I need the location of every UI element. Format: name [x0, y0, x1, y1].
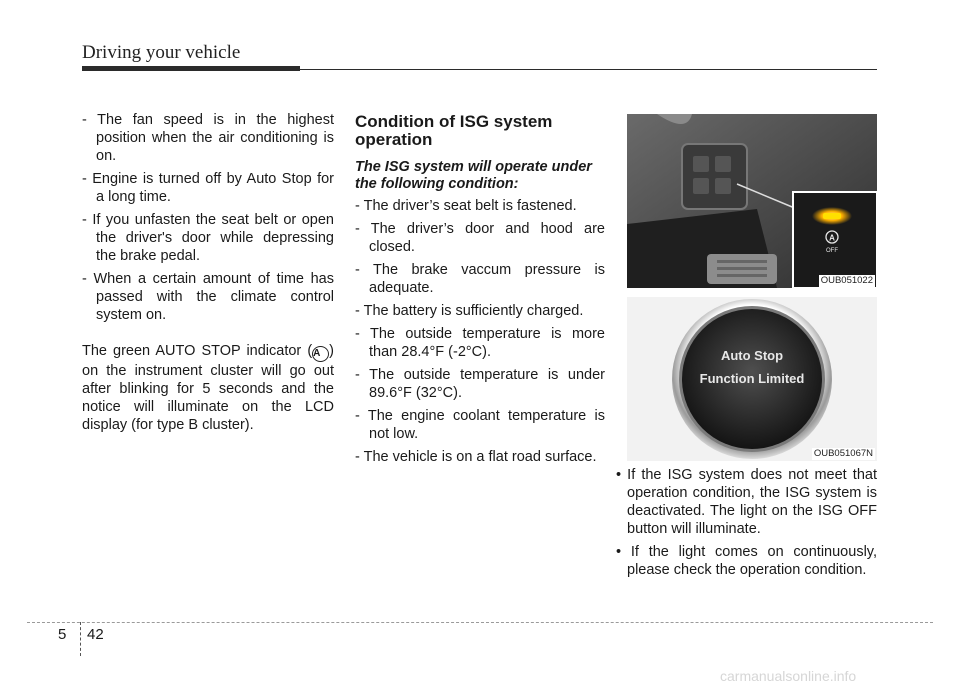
- auto-stop-a-icon: A: [312, 346, 329, 362]
- section-subhead: The ISG system will operate under the following condition:: [355, 159, 592, 192]
- list-item: - When a certain amount of time has passed with the climate control system on.: [82, 271, 334, 323]
- list-item: - The engine coolant temperature is not low.: [355, 408, 605, 442]
- isg-button-illustration: [627, 114, 877, 288]
- auto-stop-display-illustration: [627, 297, 877, 461]
- right-column: [610, 466, 877, 584]
- list-item: - Engine is turned off by Auto Stop for a long time.: [82, 171, 334, 205]
- list-item: - The outside temperature is under 89.6°F (32°C).: [355, 367, 605, 401]
- list-item: - If you unfasten the seat belt or open the driver's door while depressing the brake pedal.: [82, 212, 334, 264]
- header-rule-thin: [300, 69, 877, 70]
- figure-isg-off-button: [627, 114, 877, 288]
- footer-divider: [27, 622, 933, 623]
- list-item: - The driver’s seat belt is fastened.: [355, 198, 577, 214]
- list-item: - The battery is sufficiently charged.: [355, 303, 584, 319]
- header-rule-thick: [82, 66, 300, 71]
- list-item: - The brake vaccum pressure is adequate.: [355, 262, 605, 296]
- section-title: Condition of ISG system operation: [355, 112, 553, 149]
- figure-caption: OUB051022: [820, 275, 873, 286]
- list-item: - The fan speed is in the highest position when the air conditioning is on.: [82, 112, 334, 164]
- section-number: 5: [58, 626, 67, 643]
- bullet-item: • If the light comes on continuously, please check the operation condition.: [616, 544, 877, 578]
- page-number-divider: [80, 622, 81, 656]
- auto-stop-indicator-paragraph: [82, 342, 334, 434]
- auto-stop-display-line2: Function Limited: [699, 371, 805, 386]
- left-column: [82, 111, 334, 434]
- isg-button-letter: A: [829, 233, 835, 243]
- figure-auto-stop-display: [627, 297, 877, 461]
- paragraph-text-start: The green AUTO STOP indicator (: [82, 343, 313, 359]
- bullet-item: • If the ISG system does not meet that operation condition, the ISG system is deactivated. The light on the ISG OFF button will illuminate.: [616, 467, 877, 537]
- auto-stop-display-line1: Auto Stop: [720, 348, 784, 363]
- watermark: carmanualsonline.info: [720, 668, 857, 684]
- list-item: - The driver’s door and hood are closed.: [355, 221, 605, 255]
- page-number: 42: [87, 626, 104, 643]
- isg-button-off-label: OFF: [826, 248, 838, 254]
- figure-caption: OUB051067N: [813, 448, 873, 459]
- list-item: - The outside temperature is more than 28.4°F (-2°C).: [355, 326, 605, 360]
- list-item: - The vehicle is on a flat road surface.: [355, 449, 597, 465]
- page-header-title: Driving your vehicle: [82, 42, 241, 63]
- middle-column: [355, 111, 605, 471]
- paragraph-text-end: ) on the instrument cluster will go out after blinking for 5 seconds and the notice will illuminate on the LCD display (for type B cluster).: [82, 343, 334, 433]
